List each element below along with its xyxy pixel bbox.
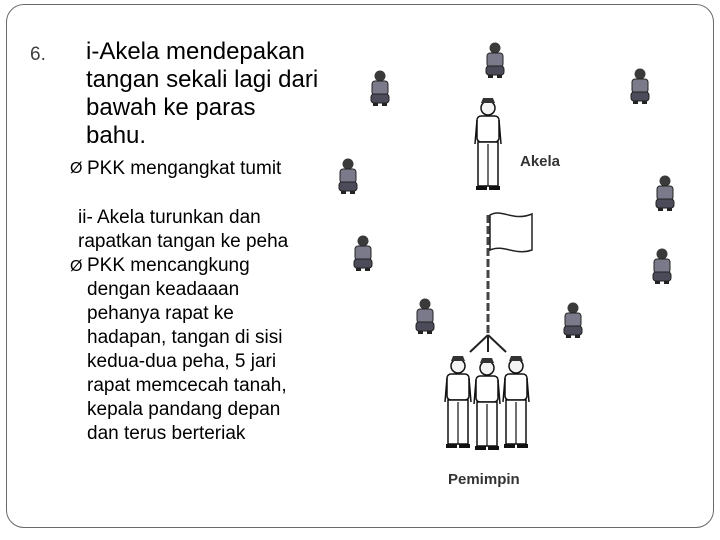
bullet-pkk-tumit <box>30 158 320 180</box>
scout-figure <box>653 249 671 285</box>
item-text: i-Akela mendepakan tangan sekali lagi dari bawah ke paras bahu. <box>86 38 319 149</box>
scout-figure <box>564 303 582 339</box>
akela-figure <box>475 98 501 190</box>
sub-item-ii: ii- Akela turunkan dan rapatkan tangan ke peha <box>78 207 289 252</box>
text-column <box>30 38 320 534</box>
scout-figure <box>656 176 674 212</box>
pemimpin-label: Pemimpin <box>448 471 520 488</box>
bullet-pkk-mencangkung <box>30 254 320 446</box>
pemimpin-figure <box>503 356 529 448</box>
scout-figure <box>354 236 372 272</box>
numbered-item-6 <box>30 38 320 150</box>
scout-figure <box>416 299 434 335</box>
scout-circle-illustration <box>320 0 720 540</box>
scout-figure <box>486 43 504 79</box>
arrow-bullet-icon: Ø <box>70 160 83 177</box>
akela-label: Akela <box>520 153 561 170</box>
pemimpin-figure <box>445 356 471 448</box>
arrow-bullet-icon: Ø <box>70 258 83 275</box>
pemimpin-figure <box>474 358 500 450</box>
flag-icon <box>470 213 532 352</box>
scout-figure <box>371 71 389 107</box>
scout-figure <box>631 69 649 105</box>
item-number: 6. <box>30 44 46 65</box>
bullet-text: PKK mengangkat tumit <box>87 158 282 179</box>
bullet-text: PKK mencangkung dengan keadaaan pehanya rapat ke hadapan, tangan di sisi kedua-dua peha, 5 jari rapat memcecah tanah, kepala pandang depan dan terus berteriak <box>87 255 287 444</box>
scout-figure <box>339 159 357 195</box>
